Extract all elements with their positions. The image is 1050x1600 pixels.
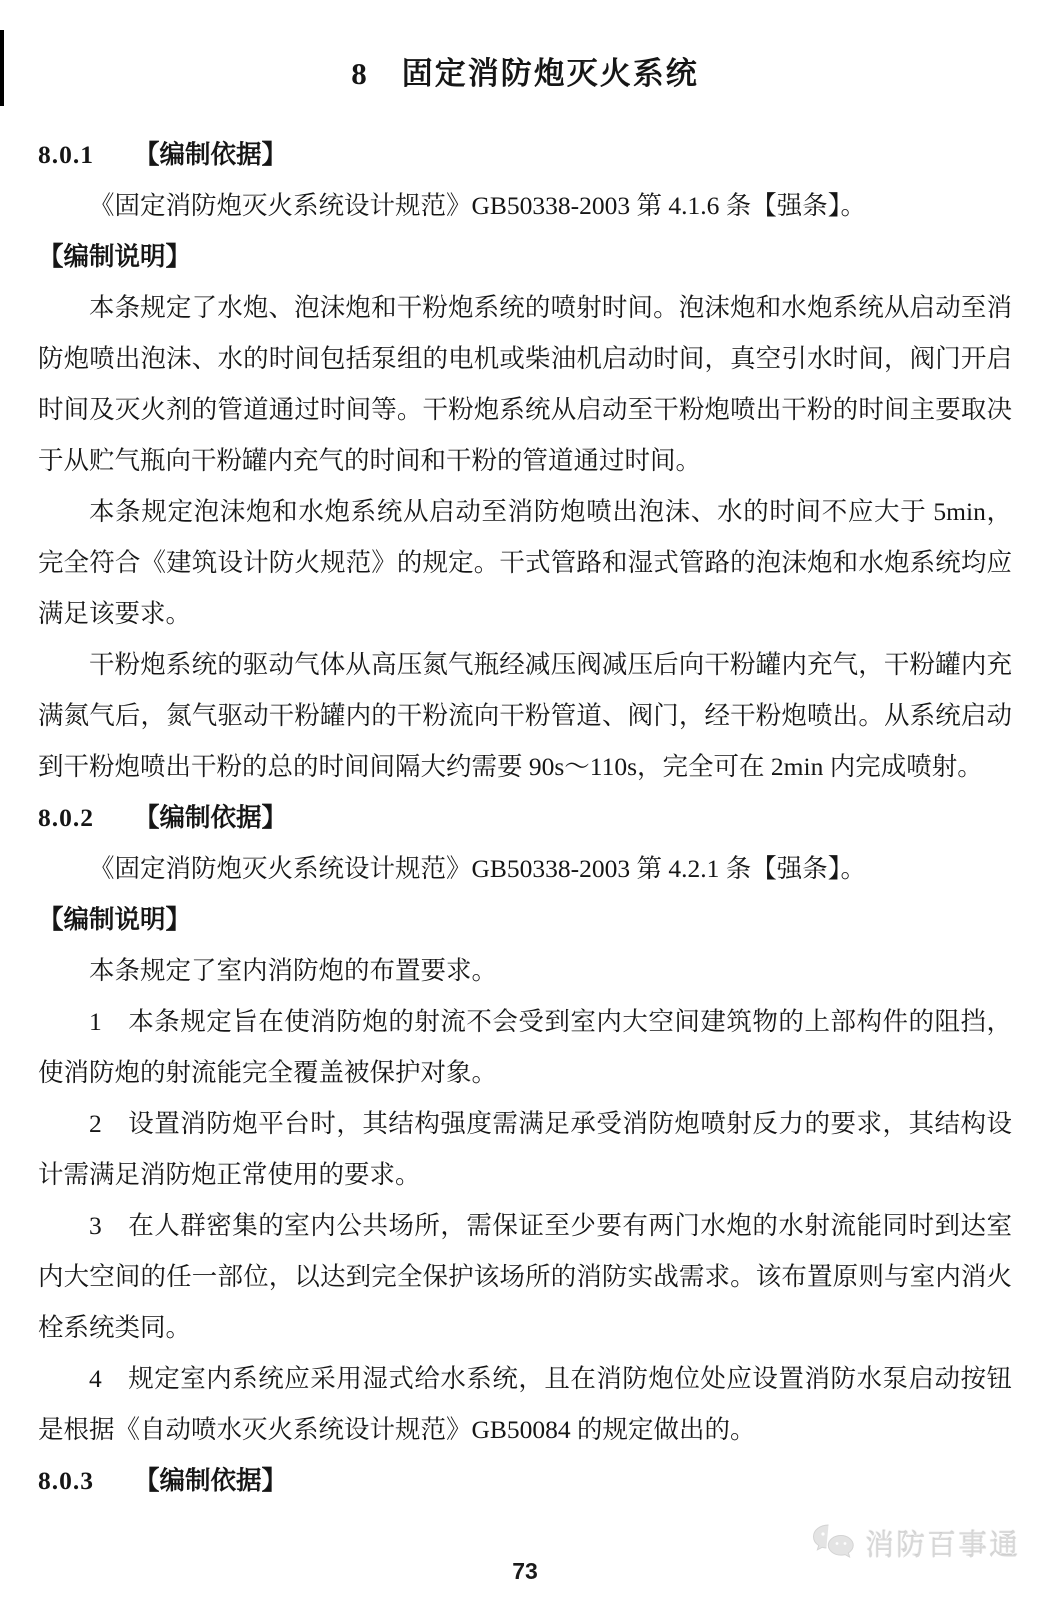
section-number: 8.0.1 [38,140,94,169]
paragraph: 4 规定室内系统应采用湿式给水系统，且在消防炮位处应设置消防水泵启动按钮是根据《自动喷水灭火系统设计规范》GB50084 的规定做出的。 [38,1364,1012,1444]
chapter-title: 8 固定消防炮灭火系统 [351,56,699,91]
explanation-label: 【编制说明】 [38,242,192,271]
section-heading-label: 【编制依据】 [134,803,288,832]
paragraph: 3 在人群密集的室内公共场所，需保证至少要有两门水炮的水射流能同时到达室内大空间的任一部位，以达到完全保护该场所的消防实战需求。该布置原则与室内消火栓系统类同。 [38,1211,1012,1342]
paragraph: 干粉炮系统的驱动气体从高压氮气瓶经减压阀减压后向干粉罐内充气，干粉罐内充满氮气后，氮气驱动干粉罐内的干粉流向干粉管道、阀门，经干粉炮喷出。从系统启动到干粉炮喷出干粉的总的时间间隔大约需要 90s～110s，完全可在 2min 内完成喷射。 [38,650,1012,781]
explanation-label: 【编制说明】 [38,905,192,934]
watermark-text: 消防百事通 [864,1529,1020,1562]
page-number: 73 [512,1558,538,1584]
paragraph: 1 本条规定旨在使消防炮的射流不会受到室内大空间建筑物的上部构件的阻挡，使消防炮的射流能完全覆盖被保护对象。 [38,1007,1012,1087]
section-8-0-3 [38,1455,1012,1506]
section-heading [38,1455,1012,1506]
section-8-0-1 [38,129,1012,792]
paragraph: 本条规定了室内消防炮的布置要求。 [89,956,498,985]
basis-paragraph: 《固定消防炮灭火系统设计规范》GB50338-2003 第 4.2.1 条【强条】。 [89,854,867,883]
paragraph: 2 设置消防炮平台时，其结构强度需满足承受消防炮喷射反力的要求，其结构设计需满足消防炮正常使用的要求。 [38,1109,1012,1189]
section-number: 8.0.2 [38,803,94,832]
paragraph: 本条规定泡沫炮和水炮系统从启动至消防炮喷出泡沫、水的时间不应大于 5min，完全符合《建筑设计防火规范》的规定。干式管路和湿式管路的泡沫炮和水炮系统均应满足该要求。 [38,497,1012,628]
basis-paragraph: 《固定消防炮灭火系统设计规范》GB50338-2003 第 4.1.6 条【强条】。 [89,191,867,220]
section-heading-label: 【编制依据】 [134,140,288,169]
section-number: 8.0.3 [38,1466,94,1495]
scan-artifact [0,30,4,106]
document-body [38,129,1012,1506]
section-heading [38,129,1012,180]
section-8-0-2 [38,792,1012,1455]
section-heading-label: 【编制依据】 [134,1466,288,1495]
paragraph: 本条规定了水炮、泡沫炮和干粉炮系统的喷射时间。泡沫炮和水炮系统从启动至消防炮喷出泡沫、水的时间包括泵组的电机或柴油机启动时间，真空引水时间，阀门开启时间及灭火剂的管道通过时间等。干粉炮系统从启动至干粉炮喷出干粉的时间主要取决于从贮气瓶向干粉罐内充气的时间和干粉的管道通过时间。 [38,293,1012,475]
section-heading [38,792,1012,843]
